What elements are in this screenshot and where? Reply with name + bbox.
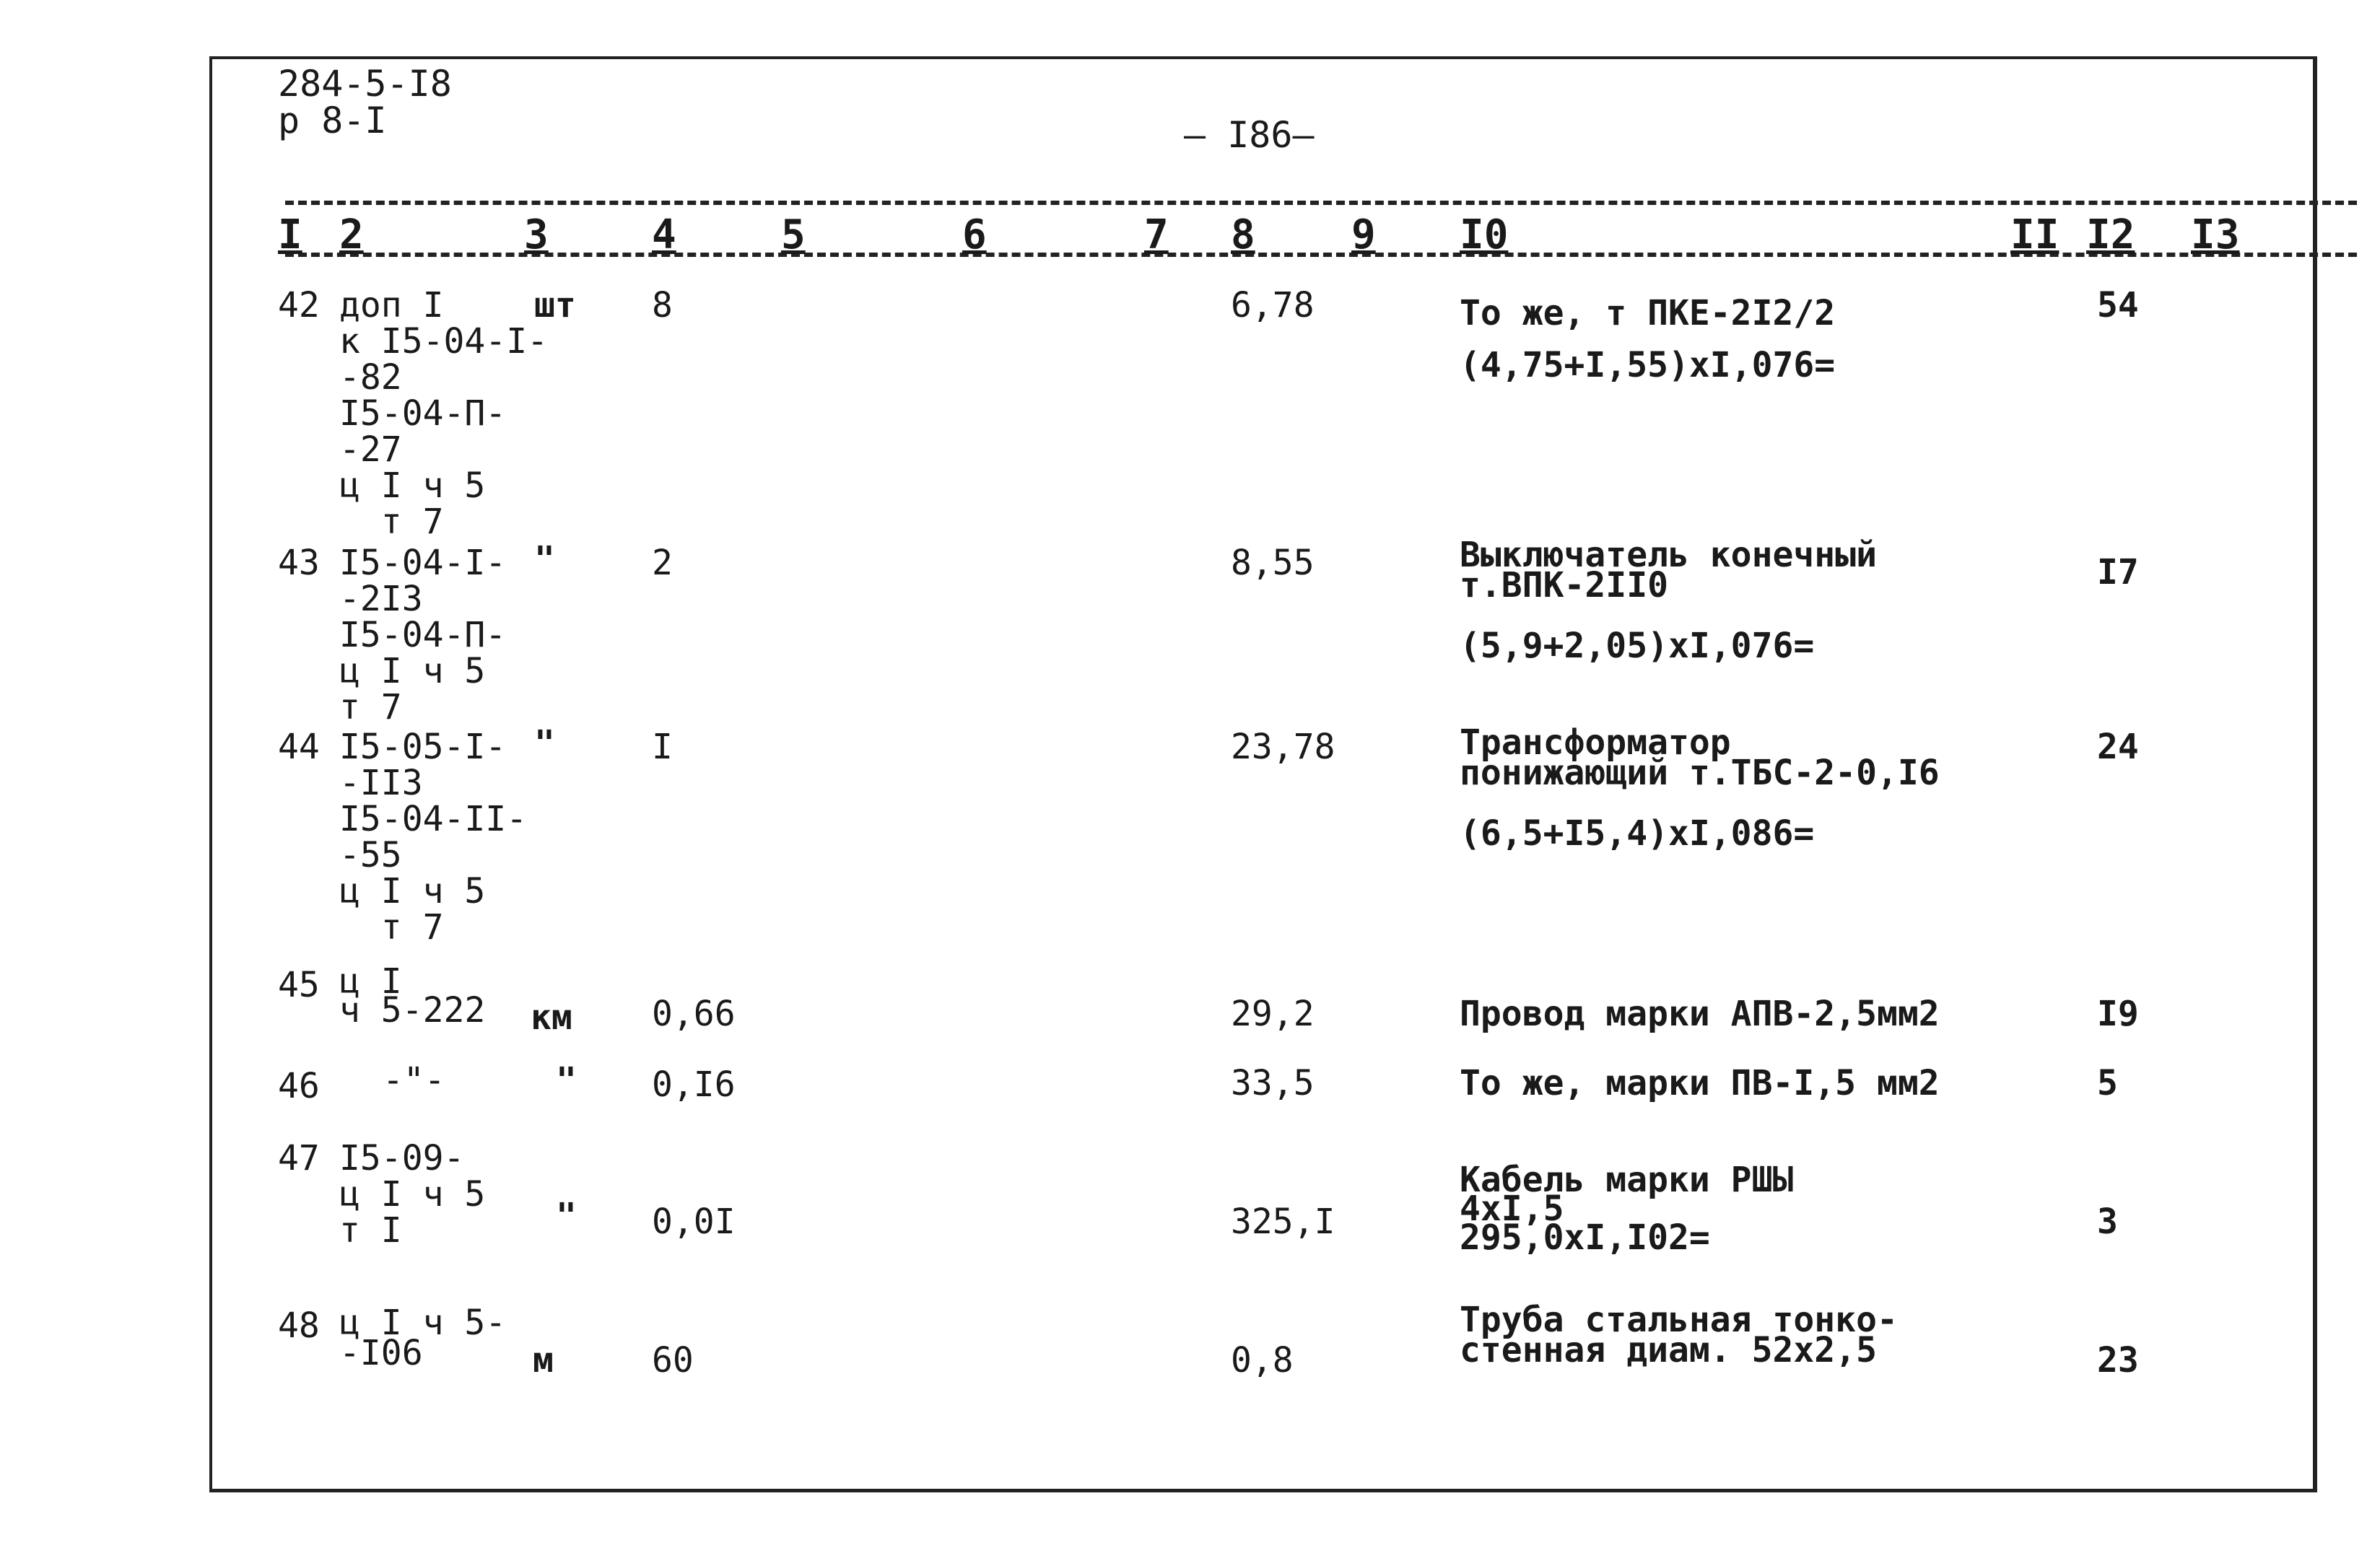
norm-code: I5-09- ц I ч 5 т I xyxy=(339,1138,486,1251)
row-number: 45 xyxy=(278,965,320,1005)
norm-code: I5-05-I- -II3 I5-04-II- -55 ц I ч 5 т 7 xyxy=(339,727,528,948)
column-number: I2 xyxy=(2086,211,2135,258)
unit-price: 8,55 xyxy=(1231,543,1315,583)
unit: " xyxy=(556,1196,577,1236)
quantity: 0,I6 xyxy=(652,1064,736,1105)
column-number: 8 xyxy=(1231,211,1255,258)
quantity: 8 xyxy=(652,285,673,325)
column-number: 3 xyxy=(524,211,549,258)
row-number: 48 xyxy=(278,1305,320,1346)
unit: " xyxy=(556,1060,577,1101)
unit: шт xyxy=(534,285,576,325)
total: 3 xyxy=(2097,1202,2118,1242)
unit-price: 33,5 xyxy=(1231,1063,1315,1103)
description: То же, марки ПВ-I,5 мм2 xyxy=(1460,1063,1940,1103)
row-number: 47 xyxy=(278,1138,320,1178)
column-number: I0 xyxy=(1460,211,1509,258)
column-number: 4 xyxy=(652,211,676,258)
unit: м xyxy=(533,1340,554,1381)
unit: км xyxy=(531,997,572,1038)
row-number: 43 xyxy=(278,543,320,583)
description: Выключатель конечный т.ВПК-2II0 (5,9+2,05)хI,076= xyxy=(1460,535,1877,666)
doc-code: 284-5-I8 xyxy=(278,63,452,105)
description: Труба стальная тонко- стенная диам. 52х2,5 xyxy=(1460,1300,1898,1370)
quantity: 0,0I xyxy=(652,1202,736,1242)
norm-code: ц I ч 5- -I06 xyxy=(339,1303,507,1373)
norm-code: ц I ч 5-222 xyxy=(339,961,486,1031)
norm-code: доп I к I5-04-I- -82 I5-04-П- -27 ц I ч 5 т 7 xyxy=(339,285,548,542)
column-number: I xyxy=(278,211,302,258)
header-top-divider xyxy=(285,201,2357,205)
row-number: 44 xyxy=(278,727,320,767)
norm-code: I5-04-I- -2I3 I5-04-П- ц I ч 5 т 7 xyxy=(339,543,507,727)
description: Провод марки АПВ-2,5мм2 xyxy=(1460,994,1940,1034)
row-number: 42 xyxy=(278,285,320,325)
column-number: 7 xyxy=(1144,211,1169,258)
quantity: 0,66 xyxy=(652,994,736,1034)
unit-price: 0,8 xyxy=(1231,1340,1294,1381)
column-number: II xyxy=(2010,211,2059,258)
unit-price: 23,78 xyxy=(1231,727,1335,767)
unit: " xyxy=(534,539,555,579)
column-number: 5 xyxy=(781,211,806,258)
description: Кабель марки РШЫ 4хI,5 295,0хI,I02= xyxy=(1460,1160,1794,1258)
column-number: 6 xyxy=(962,211,987,258)
quantity: 2 xyxy=(652,543,673,583)
description: То же, т ПКЕ-2I2/2 (4,75+I,55)хI,076= xyxy=(1460,293,1836,385)
total: 54 xyxy=(2097,285,2139,325)
total: 24 xyxy=(2097,727,2139,767)
doc-section: р 8-I xyxy=(278,100,387,141)
unit-price: 6,78 xyxy=(1231,285,1315,325)
page-number: — I86— xyxy=(1184,114,1315,156)
total: I9 xyxy=(2097,994,2139,1034)
column-number: 9 xyxy=(1351,211,1376,258)
row-number: 46 xyxy=(278,1066,320,1106)
norm-code: -"- xyxy=(383,1060,445,1101)
description: Трансформатор понижающий т.ТБС-2-0,I6 (6,5+I5,4)хI,086= xyxy=(1460,722,1940,854)
unit: " xyxy=(534,723,555,764)
column-number: 2 xyxy=(339,211,364,258)
total: 5 xyxy=(2097,1063,2118,1103)
quantity: 60 xyxy=(652,1340,694,1381)
total: 23 xyxy=(2097,1340,2139,1381)
quantity: I xyxy=(652,727,673,767)
total: I7 xyxy=(2097,552,2139,592)
unit-price: 29,2 xyxy=(1231,994,1315,1034)
unit-price: 325,I xyxy=(1231,1202,1335,1242)
column-number: I3 xyxy=(2191,211,2240,258)
